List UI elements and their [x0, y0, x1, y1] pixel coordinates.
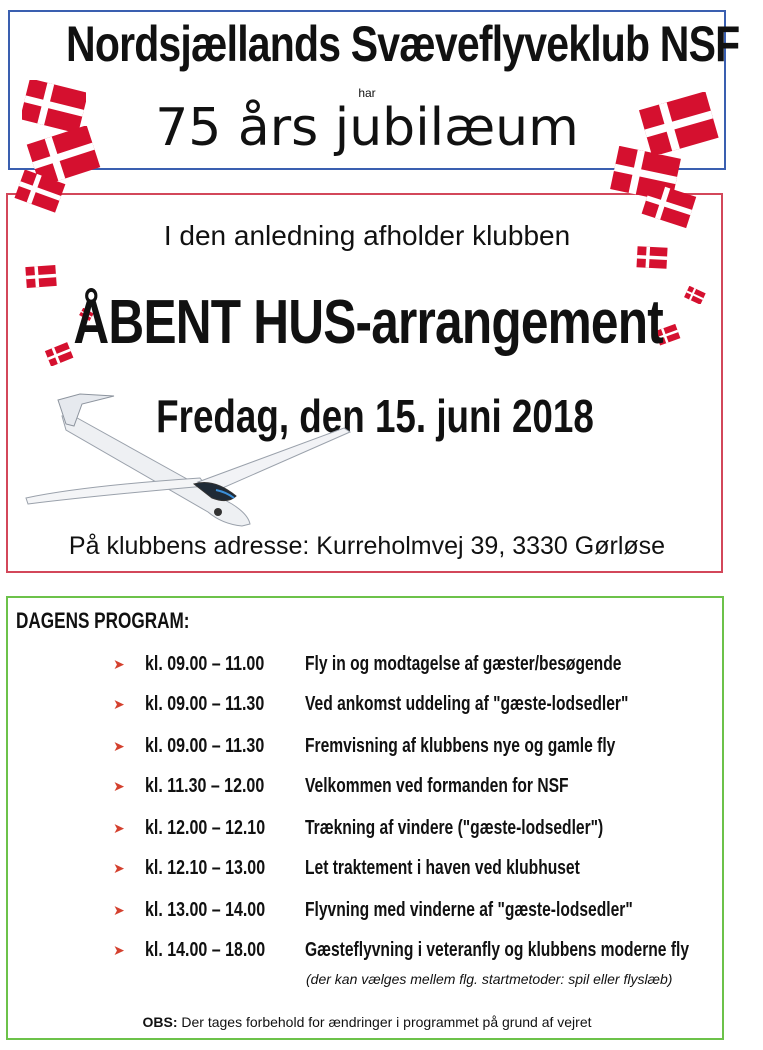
bullet-arrow-icon: ➤	[113, 656, 125, 672]
program-item	[0, 690, 734, 720]
program-heading: DAGENS PROGRAM:	[16, 608, 190, 633]
program-time: kl. 12.10 – 13.00	[145, 857, 266, 879]
program-desc: Velkommen ved formanden for NSF	[305, 775, 569, 797]
program-time: kl. 12.00 – 12.10	[145, 817, 266, 839]
bullet-arrow-icon: ➤	[113, 738, 125, 754]
program-time: kl. 09.00 – 11.30	[145, 693, 265, 715]
program-item	[0, 814, 734, 844]
program-time: kl. 09.00 – 11.00	[145, 653, 265, 675]
danish-flag-icon	[684, 286, 706, 304]
event-title: ÅBENT HUS-arrangement	[73, 288, 663, 357]
bullet-arrow-icon: ➤	[113, 778, 125, 794]
program-time: kl. 09.00 – 11.30	[145, 735, 265, 757]
jubilee-title: 75 års jubilæum	[155, 98, 579, 158]
program-item	[0, 650, 734, 680]
program-desc: Flyvning med vinderne af "gæste-lodsedler"	[305, 899, 633, 921]
event-address: På klubbens adresse: Kurreholmvej 39, 3330 Gørløse	[68, 532, 666, 560]
program-desc: Trækning af vindere ("gæste-lodsedler")	[305, 817, 604, 839]
program-item	[0, 732, 734, 762]
program-item	[0, 896, 734, 926]
program-desc: Fremvisning af klubbens nye og gamle fly	[305, 735, 616, 757]
occasion-text: I den anledning afholder klubben	[163, 220, 571, 251]
program-item	[0, 854, 734, 884]
har-text: har	[358, 86, 376, 100]
obs-label: OBS:	[142, 1014, 178, 1030]
bullet-arrow-icon: ➤	[113, 902, 125, 918]
bullet-arrow-icon: ➤	[113, 860, 125, 876]
danish-flag-icon	[14, 170, 66, 214]
obs-note	[0, 1012, 734, 1032]
start-methods-note: (der kan vælges mellem flg. startmetoder: spil eller flyslæb)	[306, 971, 673, 987]
program-desc: Gæsteflyvning i veteranfly og klubbens moderne fly	[305, 939, 690, 961]
program-time: kl. 14.00 – 18.00	[145, 939, 266, 961]
event-date: Fredag, den 15. juni 2018	[156, 390, 594, 442]
program-item	[0, 772, 734, 802]
bullet-arrow-icon: ➤	[113, 696, 125, 712]
bullet-arrow-icon: ➤	[113, 820, 125, 836]
program-time: kl. 11.30 – 12.00	[145, 775, 265, 797]
club-name-title: Nordsjællands Svæveflyveklub NSF	[66, 16, 740, 72]
program-item	[0, 936, 734, 966]
bullet-arrow-icon: ➤	[113, 942, 125, 958]
program-desc: Let traktement i haven ved klubhuset	[305, 857, 580, 879]
program-desc: Fly in og modtagelse af gæster/besøgende	[305, 653, 622, 675]
program-desc: Ved ankomst uddeling af "gæste-lodsedler"	[305, 693, 629, 715]
obs-text: Der tages forbehold for ændringer i programmet på grund af vejret	[177, 1014, 592, 1030]
glider-icon	[22, 386, 362, 536]
danish-flag-icon	[24, 262, 58, 290]
program-time: kl. 13.00 – 14.00	[145, 899, 266, 921]
danish-flag-icon	[44, 342, 74, 366]
